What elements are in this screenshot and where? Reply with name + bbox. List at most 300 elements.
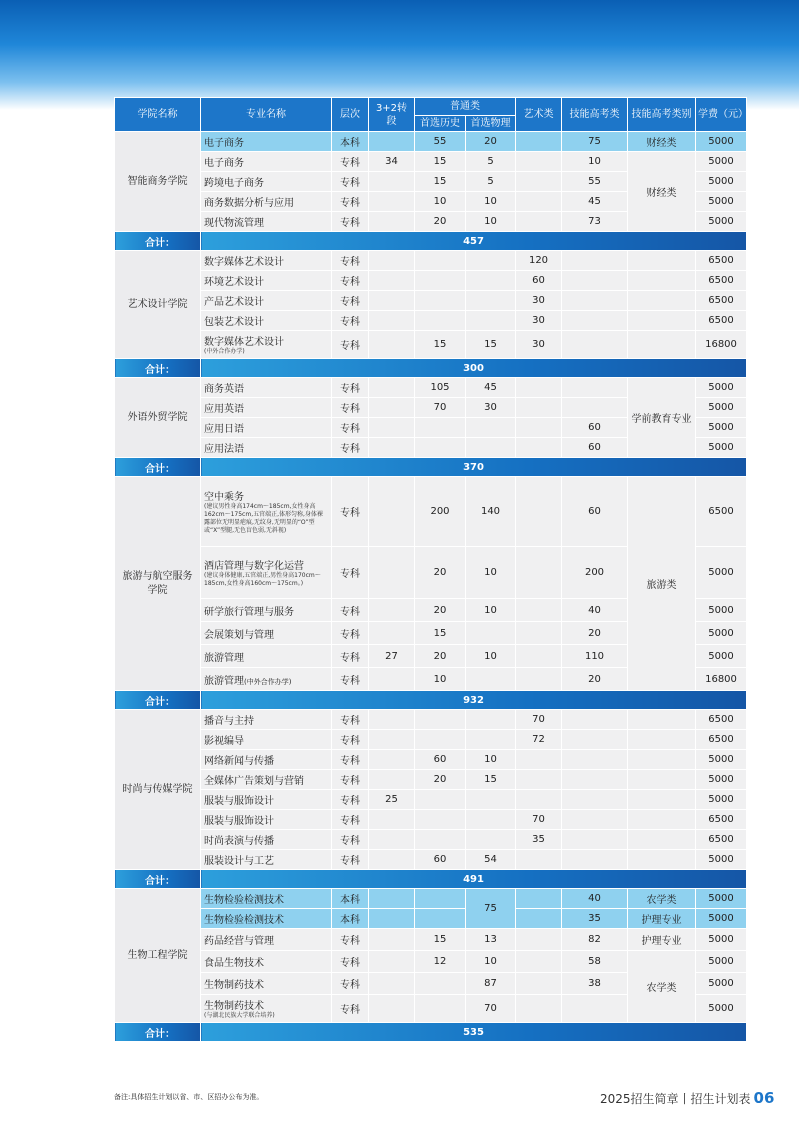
art-cell	[516, 378, 562, 398]
transfer-cell	[369, 271, 415, 291]
major-name: 网络新闻与传播	[201, 750, 332, 770]
major-note: (中外合作办学)	[204, 348, 245, 355]
physics-cell: 87	[466, 973, 516, 995]
physics-cell: 140	[466, 477, 516, 547]
history-cell	[415, 271, 466, 291]
major-name: 环境艺术设计	[201, 271, 332, 291]
major-note: (建议男性身高174cm～185cm,女性身高162cm～175cm,五官端正,体形匀称,身体裸露部位无明显疤痕,无纹身,无明显的“O”型或“X”型腿,无色盲色弱,无斜视)	[204, 503, 323, 534]
level-cell: 专科	[332, 418, 369, 438]
history-cell: 10	[415, 668, 466, 691]
history-cell	[415, 995, 466, 1023]
history-cell	[415, 418, 466, 438]
history-cell: 12	[415, 951, 466, 973]
fee-cell: 5000	[696, 645, 747, 668]
major-name: 包装艺术设计	[201, 311, 332, 331]
history-cell: 15	[415, 172, 466, 192]
physics-cell: 75	[466, 889, 516, 929]
art-cell	[516, 132, 562, 152]
major-name: 产品艺术设计	[201, 291, 332, 311]
category-cell	[628, 790, 696, 810]
total-label: 合计：	[115, 870, 201, 889]
skill-cell: 35	[562, 909, 628, 929]
art-cell	[516, 668, 562, 691]
fee-cell: 5000	[696, 172, 747, 192]
category-cell	[628, 311, 696, 331]
major-name-cell	[201, 995, 332, 1023]
transfer-cell	[369, 770, 415, 790]
fee-cell: 5000	[696, 995, 747, 1023]
physics-cell: 5	[466, 172, 516, 192]
category-cell: 农学类	[628, 889, 696, 909]
fee-cell: 6500	[696, 477, 747, 547]
major-name: 应用英语	[201, 398, 332, 418]
header-college: 学院名称	[115, 98, 201, 132]
skill-cell: 58	[562, 951, 628, 973]
header-transfer: 3+2转段	[369, 98, 415, 132]
header-art: 艺术类	[516, 98, 562, 132]
physics-cell	[466, 438, 516, 458]
major-name: 应用法语	[201, 438, 332, 458]
footer-title: 2025招生简章丨招生计划表	[600, 1092, 751, 1106]
physics-cell	[466, 668, 516, 691]
skill-cell	[562, 398, 628, 418]
section-total-row	[115, 1023, 747, 1042]
transfer-cell	[369, 668, 415, 691]
history-cell	[415, 730, 466, 750]
transfer-cell	[369, 850, 415, 870]
category-cell	[628, 750, 696, 770]
history-cell	[415, 810, 466, 830]
section-total-row	[115, 458, 747, 477]
physics-cell	[466, 311, 516, 331]
history-cell: 55	[415, 132, 466, 152]
category-cell	[628, 770, 696, 790]
transfer-cell	[369, 477, 415, 547]
level-cell: 本科	[332, 889, 369, 909]
fee-cell: 5000	[696, 212, 747, 232]
transfer-cell	[369, 438, 415, 458]
level-cell: 专科	[332, 152, 369, 172]
college-name: 艺术设计学院	[115, 251, 201, 359]
history-cell: 105	[415, 378, 466, 398]
art-cell	[516, 790, 562, 810]
fee-cell: 16800	[696, 668, 747, 691]
history-cell	[415, 973, 466, 995]
level-cell: 专科	[332, 192, 369, 212]
skill-cell	[562, 850, 628, 870]
physics-cell: 10	[466, 750, 516, 770]
physics-cell	[466, 830, 516, 850]
history-cell	[415, 790, 466, 810]
level-cell: 专科	[332, 311, 369, 331]
history-cell	[415, 291, 466, 311]
level-cell: 专科	[332, 830, 369, 850]
transfer-cell	[369, 995, 415, 1023]
header-history: 首选历史	[415, 116, 466, 132]
transfer-cell	[369, 132, 415, 152]
history-cell: 15	[415, 929, 466, 951]
skill-cell: 38	[562, 973, 628, 995]
art-cell: 30	[516, 311, 562, 331]
category-cell: 护理专业	[628, 929, 696, 951]
major-name: 数字媒体艺术设计	[204, 337, 284, 348]
fee-cell: 5000	[696, 152, 747, 172]
fee-cell: 16800	[696, 331, 747, 359]
skill-cell	[562, 271, 628, 291]
major-name: 食品生物技术	[201, 951, 332, 973]
fee-cell: 6500	[696, 730, 747, 750]
total-value: 535	[201, 1023, 747, 1042]
level-cell: 专科	[332, 622, 369, 645]
transfer-cell	[369, 730, 415, 750]
major-name-cell	[201, 547, 332, 599]
level-cell: 专科	[332, 710, 369, 730]
transfer-cell	[369, 251, 415, 271]
physics-cell: 54	[466, 850, 516, 870]
major-name: 药品经营与管理	[201, 929, 332, 951]
section-smart-business	[115, 132, 747, 251]
transfer-cell	[369, 418, 415, 438]
art-cell: 70	[516, 810, 562, 830]
level-cell: 专科	[332, 378, 369, 398]
major-name: 电子商务	[201, 132, 332, 152]
major-name: 数字媒体艺术设计	[201, 251, 332, 271]
skill-cell: 60	[562, 418, 628, 438]
category-cell: 农学类	[628, 951, 696, 1023]
physics-cell	[466, 251, 516, 271]
skill-cell	[562, 251, 628, 271]
art-cell	[516, 599, 562, 622]
skill-cell: 73	[562, 212, 628, 232]
transfer-cell	[369, 378, 415, 398]
history-cell	[415, 830, 466, 850]
level-cell: 专科	[332, 951, 369, 973]
skill-cell	[562, 730, 628, 750]
history-cell: 60	[415, 850, 466, 870]
section-art-design	[115, 251, 747, 378]
skill-cell: 20	[562, 668, 628, 691]
physics-cell	[466, 271, 516, 291]
skill-cell	[562, 770, 628, 790]
total-value: 300	[201, 359, 747, 378]
level-cell: 专科	[332, 770, 369, 790]
level-cell: 专科	[332, 438, 369, 458]
category-cell: 旅游类	[628, 477, 696, 691]
physics-cell	[466, 810, 516, 830]
skill-cell	[562, 311, 628, 331]
major-name: 电子商务	[201, 152, 332, 172]
page-number: 06	[753, 1089, 775, 1107]
art-cell	[516, 973, 562, 995]
skill-cell: 40	[562, 599, 628, 622]
major-name: 应用日语	[201, 418, 332, 438]
history-cell: 60	[415, 750, 466, 770]
transfer-cell	[369, 331, 415, 359]
total-value: 370	[201, 458, 747, 477]
major-name: 商务英语	[201, 378, 332, 398]
level-cell: 专科	[332, 973, 369, 995]
physics-cell: 10	[466, 645, 516, 668]
section-total-row	[115, 232, 747, 251]
category-cell: 财经类	[628, 132, 696, 152]
major-name: 服装与服饰设计	[201, 790, 332, 810]
section-bioengineering	[115, 889, 747, 1042]
history-cell: 70	[415, 398, 466, 418]
category-cell: 财经类	[628, 152, 696, 232]
college-name: 时尚与传媒学院	[115, 710, 201, 870]
section-fashion-media	[115, 710, 747, 889]
major-name: 生物检验检测技术	[201, 889, 332, 909]
art-cell	[516, 750, 562, 770]
fee-cell: 5000	[696, 398, 747, 418]
art-cell	[516, 951, 562, 973]
art-cell	[516, 909, 562, 929]
total-label: 合计：	[115, 232, 201, 251]
physics-cell	[466, 710, 516, 730]
college-name: 外语外贸学院	[115, 378, 201, 458]
skill-cell: 110	[562, 645, 628, 668]
skill-cell	[562, 750, 628, 770]
physics-cell: 20	[466, 132, 516, 152]
art-cell: 70	[516, 710, 562, 730]
history-cell: 10	[415, 192, 466, 212]
category-cell	[628, 810, 696, 830]
history-cell: 20	[415, 212, 466, 232]
header-level: 层次	[332, 98, 369, 132]
major-name: 全媒体广告策划与营销	[201, 770, 332, 790]
art-cell	[516, 547, 562, 599]
history-cell: 20	[415, 770, 466, 790]
level-cell: 专科	[332, 331, 369, 359]
level-cell: 专科	[332, 850, 369, 870]
fee-cell: 5000	[696, 622, 747, 645]
history-cell	[415, 909, 466, 929]
fee-cell: 5000	[696, 770, 747, 790]
transfer-cell	[369, 398, 415, 418]
header-skill-category: 技能高考类别	[628, 98, 696, 132]
art-cell	[516, 477, 562, 547]
art-cell	[516, 212, 562, 232]
physics-cell: 15	[466, 770, 516, 790]
art-cell: 120	[516, 251, 562, 271]
header-major: 专业名称	[201, 98, 332, 132]
major-name: 旅游管理	[201, 645, 332, 668]
section-total-row	[115, 691, 747, 710]
total-label: 合计：	[115, 359, 201, 378]
level-cell: 专科	[332, 810, 369, 830]
transfer-cell	[369, 547, 415, 599]
fee-cell: 6500	[696, 311, 747, 331]
history-cell: 15	[415, 152, 466, 172]
fee-cell: 5000	[696, 973, 747, 995]
footer-note: 备注:具体招生计划以省、市、区招办公布为准。	[114, 1093, 264, 1101]
category-cell	[628, 251, 696, 271]
art-cell	[516, 929, 562, 951]
transfer-cell	[369, 889, 415, 909]
major-name: 旅游管理	[204, 675, 244, 687]
category-cell	[628, 850, 696, 870]
total-value: 491	[201, 870, 747, 889]
skill-cell	[562, 830, 628, 850]
level-cell: 专科	[332, 172, 369, 192]
art-cell	[516, 645, 562, 668]
header-physics: 首选物理	[466, 116, 516, 132]
major-name: 生物制药技术	[201, 973, 332, 995]
enrollment-plan-table	[114, 97, 747, 1042]
physics-cell	[466, 730, 516, 750]
level-cell: 专科	[332, 212, 369, 232]
transfer-cell	[369, 830, 415, 850]
history-cell	[415, 311, 466, 331]
transfer-cell	[369, 750, 415, 770]
major-name: 服装与服饰设计	[201, 810, 332, 830]
header-gradient-band	[0, 0, 799, 110]
total-label: 合计：	[115, 1023, 201, 1042]
major-name: 播音与主持	[201, 710, 332, 730]
category-cell	[628, 830, 696, 850]
fee-cell: 6500	[696, 271, 747, 291]
major-name: 会展策划与管理	[201, 622, 332, 645]
major-name: 现代物流管理	[201, 212, 332, 232]
history-cell: 15	[415, 331, 466, 359]
total-value: 457	[201, 232, 747, 251]
level-cell: 专科	[332, 750, 369, 770]
fee-cell: 5000	[696, 889, 747, 909]
art-cell	[516, 192, 562, 212]
art-cell	[516, 995, 562, 1023]
skill-cell: 60	[562, 438, 628, 458]
art-cell	[516, 418, 562, 438]
level-cell: 专科	[332, 790, 369, 810]
category-cell	[628, 730, 696, 750]
fee-cell: 6500	[696, 810, 747, 830]
physics-cell: 10	[466, 599, 516, 622]
transfer-cell	[369, 192, 415, 212]
skill-cell	[562, 995, 628, 1023]
history-cell	[415, 710, 466, 730]
skill-cell: 10	[562, 152, 628, 172]
transfer-cell	[369, 172, 415, 192]
level-cell: 专科	[332, 929, 369, 951]
fee-cell: 5000	[696, 547, 747, 599]
section-foreign-language	[115, 378, 747, 477]
fee-cell: 5000	[696, 909, 747, 929]
history-cell	[415, 251, 466, 271]
transfer-cell	[369, 599, 415, 622]
transfer-cell	[369, 973, 415, 995]
fee-cell: 6500	[696, 291, 747, 311]
physics-cell	[466, 418, 516, 438]
category-cell	[628, 271, 696, 291]
fee-cell: 6500	[696, 710, 747, 730]
major-note: (与湖北民族大学联合培养)	[204, 1012, 275, 1019]
skill-cell	[562, 810, 628, 830]
major-name: 影视编导	[201, 730, 332, 750]
footer-title-block	[600, 1089, 774, 1107]
skill-cell: 40	[562, 889, 628, 909]
major-name: 研学旅行管理与服务	[201, 599, 332, 622]
history-cell: 20	[415, 645, 466, 668]
fee-cell: 5000	[696, 599, 747, 622]
college-name: 智能商务学院	[115, 132, 201, 232]
total-label: 合计：	[115, 458, 201, 477]
level-cell: 专科	[332, 251, 369, 271]
college-name: 旅游与航空服务学院	[115, 477, 201, 691]
transfer-cell	[369, 622, 415, 645]
physics-cell: 10	[466, 547, 516, 599]
transfer-cell: 25	[369, 790, 415, 810]
fee-cell: 5000	[696, 929, 747, 951]
category-cell: 学前教育专业	[628, 378, 696, 458]
college-name: 生物工程学院	[115, 889, 201, 1023]
physics-cell: 10	[466, 951, 516, 973]
physics-cell: 15	[466, 331, 516, 359]
transfer-cell	[369, 951, 415, 973]
total-label: 合计：	[115, 691, 201, 710]
fee-cell: 5000	[696, 132, 747, 152]
skill-cell: 55	[562, 172, 628, 192]
transfer-cell	[369, 212, 415, 232]
fee-cell: 6500	[696, 251, 747, 271]
fee-cell: 5000	[696, 750, 747, 770]
transfer-cell	[369, 710, 415, 730]
transfer-cell	[369, 909, 415, 929]
major-name-cell	[201, 331, 332, 359]
skill-cell: 200	[562, 547, 628, 599]
skill-cell: 45	[562, 192, 628, 212]
category-cell	[628, 710, 696, 730]
physics-cell	[466, 790, 516, 810]
physics-cell: 70	[466, 995, 516, 1023]
header-fee: 学费（元）	[696, 98, 747, 132]
major-name: 服装设计与工艺	[201, 850, 332, 870]
physics-cell	[466, 291, 516, 311]
skill-cell: 75	[562, 132, 628, 152]
history-cell: 20	[415, 547, 466, 599]
category-cell	[628, 291, 696, 311]
skill-cell	[562, 710, 628, 730]
art-cell	[516, 889, 562, 909]
level-cell: 专科	[332, 668, 369, 691]
history-cell	[415, 438, 466, 458]
art-cell	[516, 398, 562, 418]
transfer-cell	[369, 929, 415, 951]
physics-cell: 30	[466, 398, 516, 418]
total-value: 932	[201, 691, 747, 710]
major-name: 空中乘务	[204, 492, 244, 503]
fee-cell: 5000	[696, 192, 747, 212]
major-name: 商务数据分析与应用	[201, 192, 332, 212]
transfer-cell	[369, 311, 415, 331]
skill-cell	[562, 291, 628, 311]
level-cell: 专科	[332, 645, 369, 668]
art-cell	[516, 770, 562, 790]
fee-cell: 5000	[696, 850, 747, 870]
level-cell: 专科	[332, 271, 369, 291]
skill-cell: 20	[562, 622, 628, 645]
fee-cell: 5000	[696, 378, 747, 398]
level-cell: 专科	[332, 291, 369, 311]
physics-cell: 45	[466, 378, 516, 398]
header-skill: 技能高考类	[562, 98, 628, 132]
category-cell	[628, 331, 696, 359]
major-name: 跨境电子商务	[201, 172, 332, 192]
art-cell: 60	[516, 271, 562, 291]
transfer-cell	[369, 291, 415, 311]
fee-cell: 5000	[696, 951, 747, 973]
art-cell: 30	[516, 331, 562, 359]
art-cell	[516, 438, 562, 458]
